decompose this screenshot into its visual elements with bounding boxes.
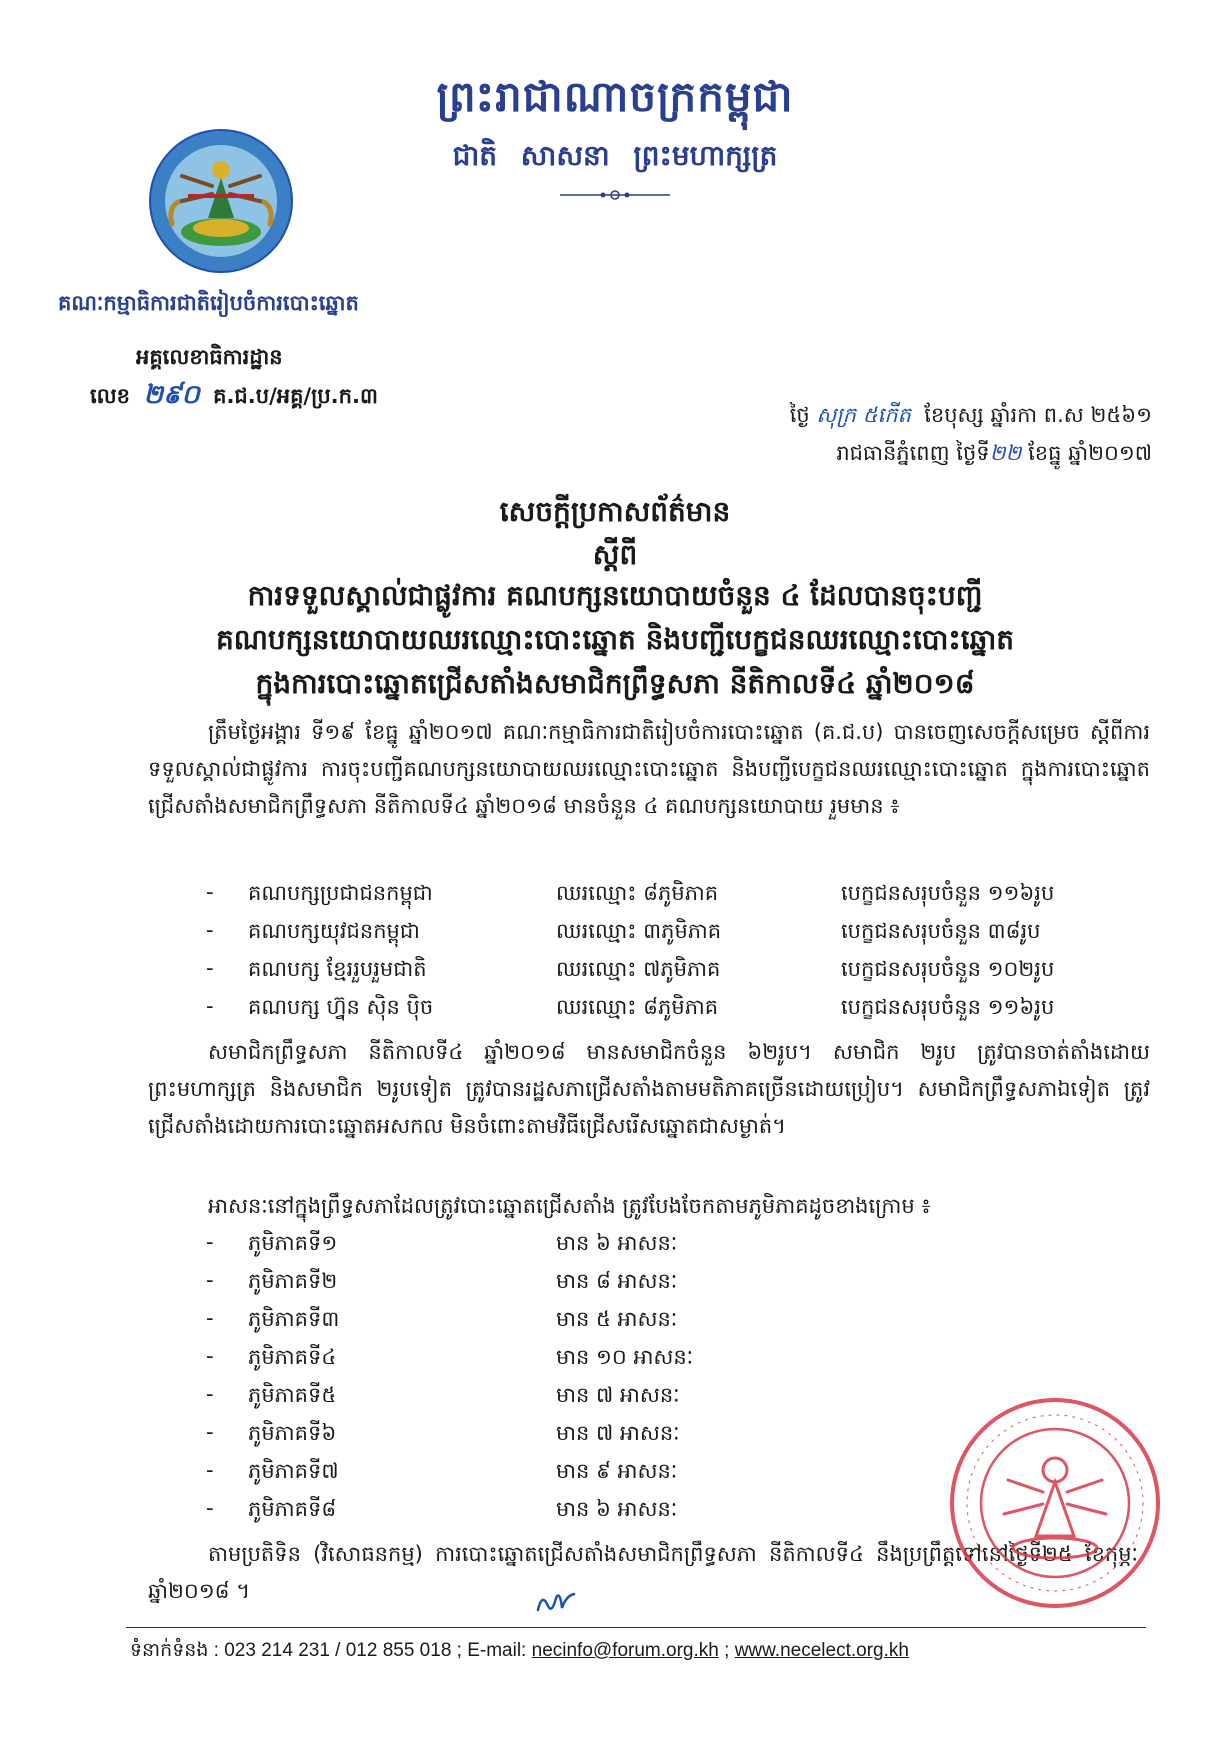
official-stamp-icon	[948, 1396, 1162, 1610]
region-name: ភូមិភាគទី៥	[248, 1383, 337, 1407]
website-link[interactable]: www.necelect.org.kh	[734, 1640, 909, 1661]
divider-ornament	[560, 188, 670, 202]
party-regions: ឈរឈ្មោះ ៨ភូមិភាគ	[556, 881, 719, 905]
paragraph-4: តាមប្រតិទិន (វិសោធនកម្ម) ការបោះឆ្នោតជ្រើសតាំងសមាជិកព្រឹទ្ធសភា នីតិកាលទី៤ នឹងប្រព្រឹត្តទៅនៅថ្ងៃទី២៥ ខែកុម្ភៈ ឆ្នាំ២០១៨ ។	[148, 1542, 1138, 1603]
party-candidates: បេក្ខជនសរុបចំនួន ១០២រូប	[841, 957, 1055, 981]
party-regions: ឈរឈ្មោះ ៣ភូមិភាគ	[556, 919, 722, 943]
bullet: -	[206, 1420, 214, 1444]
party-regions: ឈរឈ្មោះ ៧ភូមិភាគ	[556, 957, 721, 981]
region-name: ភូមិភាគទី១	[248, 1231, 338, 1255]
party-name: គណបក្ស ហ្វ៊ុន ស៊ិន ប៉ិច	[248, 995, 434, 1019]
city-prefix: រាជធានីភ្នំពេញ ថ្ងៃទី	[836, 441, 990, 465]
ref-prefix: លេខ	[90, 384, 130, 408]
day-handwritten: ២២	[989, 441, 1022, 465]
region-name: ភូមិភាគទី២	[248, 1269, 338, 1293]
kingdom-title: ព្រះរាជាណាចក្រកម្ពុជា	[436, 72, 794, 121]
footer-divider	[126, 1627, 1146, 1628]
bullet: -	[206, 1306, 214, 1330]
title-line-5: ក្នុងការបោះឆ្នោតជ្រើសតាំងសមាជិកព្រឹទ្ធសភា នីតិកាលទី៤ ឆ្នាំ២០១៨	[255, 667, 975, 700]
footer-contact	[130, 1638, 909, 1666]
bullet: -	[206, 1382, 214, 1406]
region-seats: មាន ១០ អាសនៈ	[556, 1345, 694, 1369]
ref-suffix: គ.ជ.ប/អគ្គ/ប្រ.ក.៣	[213, 384, 378, 408]
bullet: -	[206, 956, 214, 980]
separator: ;	[724, 1640, 730, 1661]
region-name: ភូមិភាគទី៦	[248, 1421, 337, 1445]
region-name: ភូមិភាគទី៣	[248, 1307, 340, 1331]
party-candidates: បេក្ខជនសរុបចំនួន ៣៨រូប	[841, 919, 1041, 943]
lunar-rest: ខែបុស្ស ឆ្នាំរកា ព.ស ២៥៦១	[924, 403, 1152, 427]
reference-number	[90, 378, 378, 416]
region-name: ភូមិភាគទី៤	[248, 1345, 337, 1369]
region-name: ភូមិភាគទី៨	[248, 1497, 337, 1521]
lunar-date	[790, 402, 1152, 433]
region-seats: មាន ៦ អាសនៈ	[556, 1497, 678, 1521]
bullet: -	[206, 1344, 214, 1368]
paragraph-1: ត្រឹមថ្ងៃអង្គារ ទី១៩ ខែធ្នូ ឆ្នាំ២០១៧ គណៈកម្មាធិការជាតិរៀបចំការបោះឆ្នោត (គ.ជ.ប) បានចេញសេចក្ដីសម្រេច ស្ដីពីការទទួលស្គាល់ជាផ្លូវការ ការចុះបញ្ជីគណបក្សនយោបាយឈរឈ្មោះបោះឆ្នោត និងបញ្ជីបេក្ខជនឈរឈ្មោះបោះឆ្នោត ក្នុងការបោះឆ្នោតជ្រើសតាំងសមាជិកព្រឹទ្ធសភា នីតិកាលទី៤ ឆ្នាំ២០១៨ មានចំនួន ៤ គណបក្សនយោបាយ រួមមាន ៖	[148, 720, 1150, 818]
paragraph-2: សមាជិកព្រឹទ្ធសភា នីតិកាលទី៤ ឆ្នាំ២០១៨ មានសមាជិកចំនួន ៦២រូប។ សមាជិក ២រូប ត្រូវបានចាត់តាំងដោយព្រះមហាក្សត្រ និងសមាជិក ២រូបទៀត ត្រូវបានរដ្ឋសភាជ្រើសតាំងតាមមតិភាគច្រើនដោយប្រៀប។ សមាជិកព្រឹទ្ធសភាឯទៀត ត្រូវជ្រើសតាំងដោយការបោះឆ្នោតអសកល មិនចំពោះតាមវិធីជ្រើសរើសឆ្នោតជាសម្ងាត់។	[148, 1040, 1150, 1138]
secretariat-name: អគ្គលេខាធិការដ្ឋាន	[136, 345, 283, 369]
party-candidates: បេក្ខជនសរុបចំនួន ១១៦រូប	[841, 995, 1055, 1019]
bullet: -	[206, 1458, 214, 1482]
bullet: -	[206, 994, 214, 1018]
region-seats: មាន ៦ អាសនៈ	[556, 1231, 678, 1255]
month-year: ខែធ្នូ ឆ្នាំ២០១៧	[1028, 441, 1152, 465]
ref-number-handwritten: ២៩០	[143, 380, 200, 410]
title-line-1: សេចក្ដីប្រកាសព័ត៌មាន	[499, 495, 731, 528]
region-seats: មាន ៥ អាសនៈ	[556, 1307, 678, 1331]
title-line-3: ការទទួលស្គាល់ជាផ្លូវការ គណបក្សនយោបាយចំនួន ៤ ដែលបានចុះបញ្ជី	[247, 579, 983, 612]
signature-icon	[536, 1588, 576, 1616]
email-link[interactable]: necinfo@forum.org.kh	[531, 1640, 719, 1661]
party-regions: ឈរឈ្មោះ ៨ភូមិភាគ	[556, 995, 719, 1019]
committee-name: គណៈកម្មាធិការជាតិរៀបចំការបោះឆ្នោត	[58, 291, 359, 315]
region-name: ភូមិភាគទី៧	[248, 1459, 339, 1483]
party-name: គណបក្សប្រជាជនកម្ពុជា	[248, 881, 433, 905]
contact-text: ទំនាក់ទំនង : 023 214 231 / 012 855 018 ; E-mail:	[130, 1640, 527, 1661]
solar-date	[836, 440, 1152, 471]
region-seats: មាន ៨ អាសនៈ	[556, 1269, 678, 1293]
party-candidates: បេក្ខជនសរុបចំនួន ១១៦រូប	[841, 881, 1055, 905]
region-seats: មាន ៧ អាសនៈ	[556, 1421, 680, 1445]
party-name: គណបក្ស ខ្មែររួបរួមជាតិ	[248, 957, 427, 981]
nec-logo-icon	[148, 128, 294, 274]
region-seats: មាន ៧ អាសនៈ	[556, 1383, 680, 1407]
bullet: -	[206, 1268, 214, 1292]
lunar-prefix: ថ្ងៃ	[789, 403, 810, 427]
title-line-4: គណបក្សនយោបាយឈរឈ្មោះបោះឆ្នោត និងបញ្ជីបេក្ខជនឈរឈ្មោះបោះឆ្នោត	[215, 623, 1015, 656]
handwritten-initials	[536, 1588, 576, 1622]
national-motto: ជាតិ សាសនា ព្រះមហាក្សត្រ	[452, 139, 778, 172]
bullet: -	[206, 1230, 214, 1254]
paragraph-3: អាសនៈនៅក្នុងព្រឹទ្ធសភាដែលត្រូវបោះឆ្នោតជ្រើសតាំង ត្រូវបែងចែកតាមភូមិភាគដូចខាងក្រោម ៖	[208, 1194, 931, 1218]
bullet: -	[206, 1496, 214, 1520]
title-line-2: ស្ដីពី	[592, 538, 638, 571]
lunar-day-handwritten: សុក្រ ៥កើត	[816, 403, 911, 427]
region-seats: មាន ៩ អាសនៈ	[556, 1459, 678, 1483]
bullet: -	[206, 918, 214, 942]
bullet: -	[206, 880, 214, 904]
party-name: គណបក្សយុវជនកម្ពុជា	[248, 919, 420, 943]
